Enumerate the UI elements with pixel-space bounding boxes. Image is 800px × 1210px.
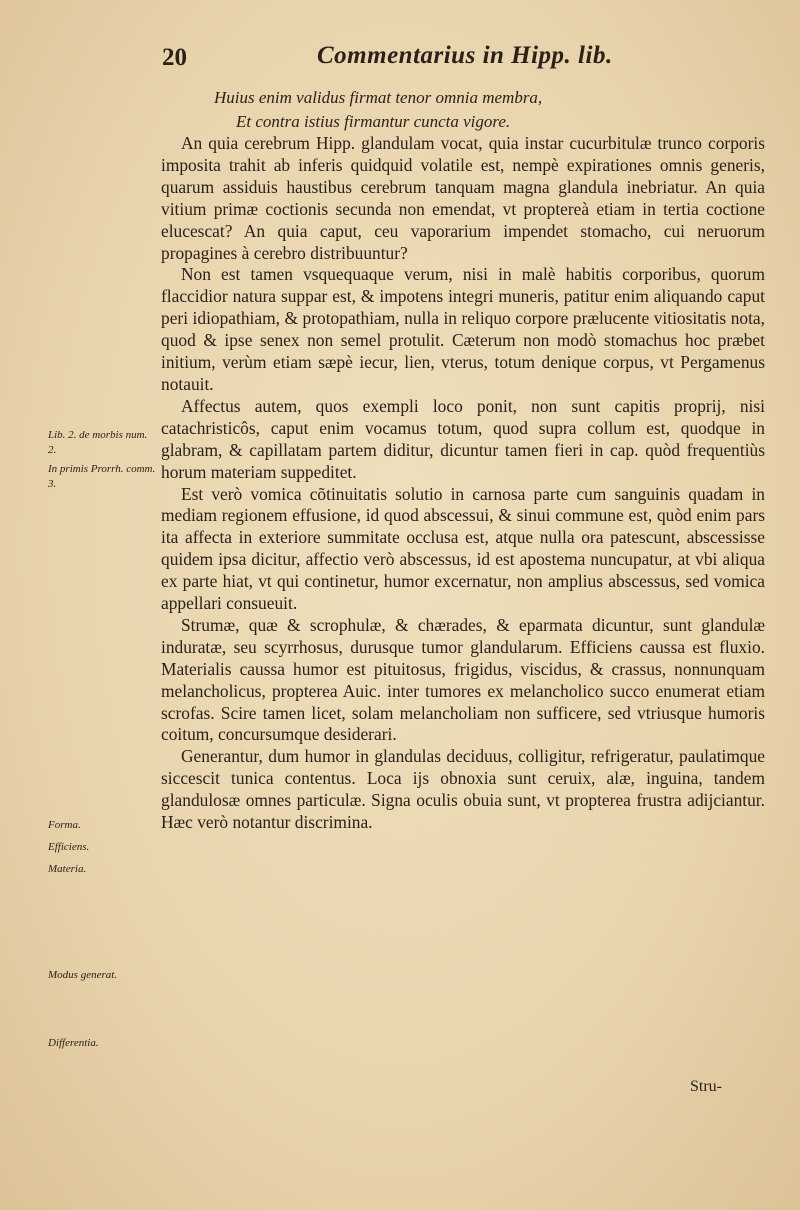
marginal-note-differentia: Differentia. <box>48 1037 99 1049</box>
paragraph-1: An quia cerebrum Hipp. glandulam vocat, quia instar cucurbitulæ trunco corporis imposita trahit ab inferis quidquid volatile est, nempè expirationes omnis generis, quarum assiduis haustibus cerebrum tanquam magna glandula inebriatur. An quia vitium primæ coctionis secunda non emendat, vt proptereà etiam in tertia coctione elucescat? An quia caput, ceu vaporarium impendet stomacho, cui neruorum propagines à cerebro distribuuntur? <box>161 133 765 263</box>
running-title: Commentarius in Hipp. lib. <box>317 42 613 69</box>
paragraph-2: Non est tamen vsquequaque verum, nisi in malè habitis corporibus, quorum flaccidior natura suppar est, & impotens integri muneris, patitur enim aliquando caput peri idiopathiam, & protopathiam, nulla in reliquo corpore prælucente vitiositatis nota, quod & ipse senex non semel protulit. Cæterum non modò stomachus hoc præbet initium, verùm etiam sæpè iecur, lien, vterus, totum denique corpus, vt Pergamenus notauit. <box>161 264 765 394</box>
marginal-note-modus: Modus generat. <box>48 969 118 981</box>
paragraph-5: Strumæ, quæ & scrophulæ, & chærades, & eparmata dicuntur, sunt glandulæ induratæ, seu scyrrhosus, durusque tumor glandularum. Efficiens caussa est fluxio. Materialis caussa humor est pituitosus, frigidus, viscidus, & crassus, nonnunquam melancholicus, propterea Auic. inter tumores ex melancholico succo enumerat etiam scrofas. Scire tamen licet, solam melancholiam non sufficere, sed vtriusque humoris coitum, concursumque desiderari. <box>161 614 765 745</box>
paragraph-6: Generantur, dum humor in glandulas deciduus, colligitur, refrigeratur, paulatimque siccescit tunica contentus. Loca ijs obnoxia sunt ceruix, alæ, inguina, tandem glandulosæ omnes particulæ. Signa oculis obuia sunt, vt propterea frustra adijciantur. Hæc verò notantur discrimina. <box>161 746 765 833</box>
marginal-reference-2: In primis Prorrh. comm. 3. <box>48 463 156 490</box>
marginal-note-forma: Forma. <box>48 819 81 831</box>
paragraph-4: Est verò vomica cõtinuitatis solutio in carnosa parte cum sanguinis quadam in mediam regionem effusione, id quod abscessui, & sinui commune est, quòd enim pars ita affecta in exteriore summitate occlusa est, atque nulla ora patescunt, abscessisse quidem ipsa dicitur, affectio verò abscessus, id est apostema nuncupatur, at vbi aliqua ex parte hiat, vt qui continetur, humor excernatur, non amplius abscessus, sed vomica appellari consueuit. <box>161 483 765 614</box>
marginal-note-efficiens: Efficiens. <box>48 841 90 853</box>
body-text <box>161 133 765 834</box>
page-header <box>162 40 762 80</box>
verse-line-2: Et contra istius firmantur cuncta vigore. <box>236 112 511 131</box>
paragraph-3: Affectus autem, quos exempli loco ponit, non sunt capitis proprij, nisi catachristicôs, caput enim vocamus totum, quod supra collum est, quodque in glabram, & capillatam partem diditur, dicuntur tamen fieri in cap. quòd frequentiùs horum materiam suppeditet. <box>161 395 765 482</box>
verse-line-1: Huius enim validus firmat tenor omnia membra, <box>214 88 543 107</box>
marginal-note-materia: Materia. <box>48 863 87 875</box>
marginal-reference-1: Lib. 2. de morbis num. 2. <box>48 429 148 456</box>
page-number: 20 <box>162 44 187 71</box>
catchword: Stru- <box>690 1078 722 1095</box>
